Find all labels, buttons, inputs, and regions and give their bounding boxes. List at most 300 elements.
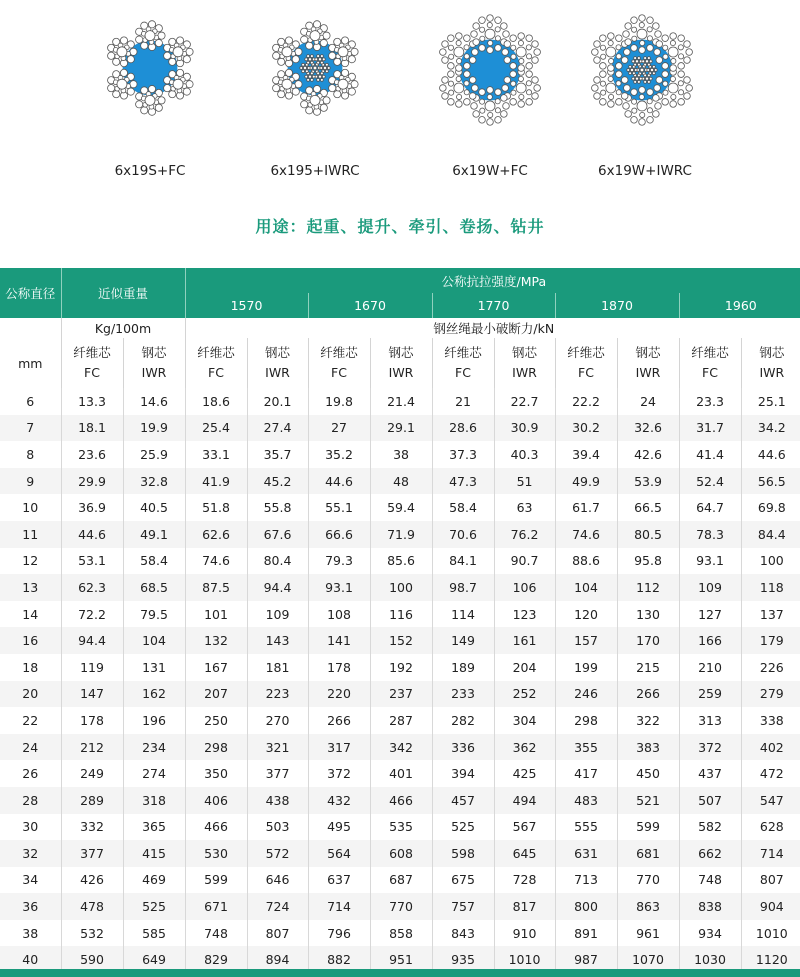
core-iwr-header: [247, 338, 308, 388]
value-cell: 289: [61, 787, 123, 814]
value-cell: 1120: [741, 946, 800, 973]
value-cell: 88.6: [555, 548, 617, 575]
diameter-cell: 10: [0, 494, 61, 521]
value-cell: 67.6: [247, 521, 308, 548]
diameter-cell: 40: [0, 946, 61, 973]
grade-1570: 1570: [185, 293, 308, 318]
rope-section: [0, 0, 800, 268]
diameter-cell: 14: [0, 601, 61, 628]
rope-diagram-6x19w-fc: [428, 8, 552, 132]
value-cell: 637: [308, 867, 370, 894]
value-cell: 80.5: [617, 521, 679, 548]
core-code: FC: [208, 365, 224, 380]
diameter-cell: 30: [0, 814, 61, 841]
value-cell: 120: [555, 601, 617, 628]
value-cell: 687: [370, 867, 432, 894]
value-cell: 166: [679, 627, 741, 654]
value-cell: 170: [617, 627, 679, 654]
grade-1870: 1870: [555, 293, 679, 318]
value-cell: 350: [185, 760, 247, 787]
value-cell: 770: [370, 893, 432, 920]
value-cell: 426: [61, 867, 123, 894]
table-row: [0, 707, 800, 734]
value-cell: 29.1: [370, 415, 432, 442]
value-cell: 84.1: [432, 548, 494, 575]
core-code: FC: [455, 365, 471, 380]
value-cell: 130: [617, 601, 679, 628]
value-cell: 32.8: [123, 468, 185, 495]
value-cell: 608: [370, 840, 432, 867]
core-name: 纤维芯: [320, 345, 358, 360]
value-cell: 478: [61, 893, 123, 920]
core-name: 纤维芯: [691, 345, 729, 360]
value-cell: 377: [61, 840, 123, 867]
value-cell: 362: [494, 734, 555, 761]
value-cell: 590: [61, 946, 123, 973]
core-code: IWR: [141, 365, 167, 380]
value-cell: 904: [741, 893, 800, 920]
value-cell: 237: [370, 681, 432, 708]
value-cell: 34.2: [741, 415, 800, 442]
value-cell: 112: [617, 574, 679, 601]
value-cell: 58.4: [432, 494, 494, 521]
rope-diagram-6x19s-fc: [90, 8, 210, 128]
core-code: FC: [84, 365, 100, 380]
table-row: [0, 441, 800, 468]
value-cell: 372: [679, 734, 741, 761]
value-cell: 25.9: [123, 441, 185, 468]
value-cell: 61.7: [555, 494, 617, 521]
value-cell: 44.6: [61, 521, 123, 548]
core-name: 钢芯: [512, 345, 538, 360]
value-cell: 417: [555, 760, 617, 787]
value-cell: 49.1: [123, 521, 185, 548]
value-cell: 336: [432, 734, 494, 761]
value-cell: 149: [432, 627, 494, 654]
table-row: [0, 840, 800, 867]
value-cell: 394: [432, 760, 494, 787]
value-cell: 179: [741, 627, 800, 654]
value-cell: 770: [617, 867, 679, 894]
value-cell: 94.4: [61, 627, 123, 654]
value-cell: 450: [617, 760, 679, 787]
value-cell: 21: [432, 388, 494, 415]
value-cell: 415: [123, 840, 185, 867]
value-cell: 147: [61, 681, 123, 708]
value-cell: 401: [370, 760, 432, 787]
value-cell: 317: [308, 734, 370, 761]
core-name: 纤维芯: [197, 345, 235, 360]
table-row: [0, 388, 800, 415]
value-cell: 894: [247, 946, 308, 973]
table-row: [0, 893, 800, 920]
value-cell: 935: [432, 946, 494, 973]
value-cell: 70.6: [432, 521, 494, 548]
value-cell: 863: [617, 893, 679, 920]
value-cell: 671: [185, 893, 247, 920]
usage-text: 用途：起重、提升、牵引、卷扬、钻井: [255, 217, 545, 236]
core-name: 钢芯: [635, 345, 661, 360]
table-row: [0, 654, 800, 681]
value-cell: 74.6: [555, 521, 617, 548]
value-cell: 483: [555, 787, 617, 814]
core-iwr-header: [494, 338, 555, 388]
value-cell: 212: [61, 734, 123, 761]
value-cell: 466: [370, 787, 432, 814]
value-cell: 192: [370, 654, 432, 681]
value-cell: 25.4: [185, 415, 247, 442]
value-cell: 51.8: [185, 494, 247, 521]
value-cell: 555: [555, 814, 617, 841]
value-cell: 987: [555, 946, 617, 973]
value-cell: 714: [741, 840, 800, 867]
value-cell: 31.7: [679, 415, 741, 442]
value-cell: 342: [370, 734, 432, 761]
value-cell: 106: [494, 574, 555, 601]
value-cell: 161: [494, 627, 555, 654]
value-cell: 22.2: [555, 388, 617, 415]
value-cell: 757: [432, 893, 494, 920]
core-code: IWR: [265, 365, 290, 380]
value-cell: 55.1: [308, 494, 370, 521]
value-cell: 599: [185, 867, 247, 894]
value-cell: 132: [185, 627, 247, 654]
value-cell: 843: [432, 920, 494, 947]
value-cell: 628: [741, 814, 800, 841]
value-cell: 507: [679, 787, 741, 814]
diameter-cell: 28: [0, 787, 61, 814]
value-cell: 63: [494, 494, 555, 521]
value-cell: 109: [679, 574, 741, 601]
value-cell: 118: [741, 574, 800, 601]
core-fc-header: [555, 338, 617, 388]
value-cell: 157: [555, 627, 617, 654]
value-cell: 585: [123, 920, 185, 947]
value-cell: 108: [308, 601, 370, 628]
value-cell: 22.7: [494, 388, 555, 415]
value-cell: 40.3: [494, 441, 555, 468]
value-cell: 246: [555, 681, 617, 708]
value-cell: 104: [555, 574, 617, 601]
value-cell: 36.9: [61, 494, 123, 521]
table-row: [0, 415, 800, 442]
value-cell: 29.9: [61, 468, 123, 495]
value-cell: 62.6: [185, 521, 247, 548]
value-cell: 80.4: [247, 548, 308, 575]
value-cell: 437: [679, 760, 741, 787]
core-code: IWR: [635, 365, 661, 380]
diameter-cell: 7: [0, 415, 61, 442]
value-cell: 858: [370, 920, 432, 947]
core-fc-header: [432, 338, 494, 388]
value-cell: 796: [308, 920, 370, 947]
value-cell: 259: [679, 681, 741, 708]
table-row: [0, 867, 800, 894]
value-cell: 90.7: [494, 548, 555, 575]
value-cell: 457: [432, 787, 494, 814]
value-cell: 87.5: [185, 574, 247, 601]
value-cell: 1010: [494, 946, 555, 973]
value-cell: 123: [494, 601, 555, 628]
value-cell: 234: [123, 734, 185, 761]
value-cell: 18.1: [61, 415, 123, 442]
unit-mm: mm: [18, 355, 43, 371]
value-cell: 951: [370, 946, 432, 973]
value-cell: 100: [370, 574, 432, 601]
core-name: 纤维芯: [567, 345, 605, 360]
core-iwr-header: [123, 338, 185, 388]
value-cell: 19.9: [123, 415, 185, 442]
header-nominal-diameter: 公称直径: [0, 268, 61, 318]
core-code: FC: [331, 365, 347, 380]
value-cell: 53.1: [61, 548, 123, 575]
table-row: [0, 787, 800, 814]
core-iwr-header: [617, 338, 679, 388]
diameter-cell: 22: [0, 707, 61, 734]
value-cell: 56.5: [741, 468, 800, 495]
value-cell: 961: [617, 920, 679, 947]
core-fc-header: [61, 338, 123, 388]
value-cell: 675: [432, 867, 494, 894]
value-cell: 141: [308, 627, 370, 654]
value-cell: 525: [123, 893, 185, 920]
value-cell: 62.3: [61, 574, 123, 601]
diameter-cell: 32: [0, 840, 61, 867]
value-cell: 829: [185, 946, 247, 973]
value-cell: 432: [308, 787, 370, 814]
header-tensile-strength: 公称抗拉强度/MPa: [185, 268, 800, 293]
value-cell: 800: [555, 893, 617, 920]
value-cell: 882: [308, 946, 370, 973]
value-cell: 35.7: [247, 441, 308, 468]
value-cell: 910: [494, 920, 555, 947]
value-cell: 274: [123, 760, 185, 787]
core-name: 纤维芯: [444, 345, 482, 360]
value-cell: 181: [247, 654, 308, 681]
rope-diagram-6x195-iwrc: [255, 8, 375, 128]
rope-label: 6x19W+FC: [452, 163, 528, 179]
value-cell: 270: [247, 707, 308, 734]
value-cell: 321: [247, 734, 308, 761]
diameter-cell: 26: [0, 760, 61, 787]
value-cell: 252: [494, 681, 555, 708]
value-cell: 49.9: [555, 468, 617, 495]
core-name: 钢芯: [759, 345, 785, 360]
diameter-cell: 38: [0, 920, 61, 947]
value-cell: 101: [185, 601, 247, 628]
value-cell: 68.5: [123, 574, 185, 601]
value-cell: 532: [61, 920, 123, 947]
value-cell: 66.5: [617, 494, 679, 521]
value-cell: 724: [247, 893, 308, 920]
value-cell: 64.7: [679, 494, 741, 521]
table-row: [0, 574, 800, 601]
value-cell: 23.3: [679, 388, 741, 415]
value-cell: 40.5: [123, 494, 185, 521]
core-iwr-header: [741, 338, 800, 388]
value-cell: 199: [555, 654, 617, 681]
value-cell: 233: [432, 681, 494, 708]
header-approx-weight: 近似重量: [61, 268, 185, 318]
value-cell: 287: [370, 707, 432, 734]
value-cell: 18.6: [185, 388, 247, 415]
value-cell: 131: [123, 654, 185, 681]
value-cell: 104: [123, 627, 185, 654]
value-cell: 807: [741, 867, 800, 894]
value-cell: 934: [679, 920, 741, 947]
value-cell: 598: [432, 840, 494, 867]
value-cell: 58.4: [123, 548, 185, 575]
value-cell: 713: [555, 867, 617, 894]
table-row: [0, 468, 800, 495]
value-cell: 100: [741, 548, 800, 575]
value-cell: 189: [432, 654, 494, 681]
table-row: [0, 814, 800, 841]
value-cell: 748: [679, 867, 741, 894]
value-cell: 817: [494, 893, 555, 920]
value-cell: 116: [370, 601, 432, 628]
table-row: [0, 760, 800, 787]
core-name: 钢芯: [265, 345, 291, 360]
value-cell: 599: [617, 814, 679, 841]
value-cell: 714: [308, 893, 370, 920]
value-cell: 41.9: [185, 468, 247, 495]
bottom-bar: [0, 969, 800, 977]
core-fc-header: [308, 338, 370, 388]
value-cell: 21.4: [370, 388, 432, 415]
value-cell: 98.7: [432, 574, 494, 601]
value-cell: 215: [617, 654, 679, 681]
value-cell: 582: [679, 814, 741, 841]
rope-label: 6x195+IWRC: [270, 163, 360, 179]
value-cell: 298: [555, 707, 617, 734]
value-cell: 807: [247, 920, 308, 947]
core-iwr-header: [370, 338, 432, 388]
value-cell: 662: [679, 840, 741, 867]
value-cell: 14.6: [123, 388, 185, 415]
value-cell: 645: [494, 840, 555, 867]
value-cell: 30.2: [555, 415, 617, 442]
value-cell: 55.8: [247, 494, 308, 521]
value-cell: 466: [185, 814, 247, 841]
value-cell: 572: [247, 840, 308, 867]
diameter-cell: 18: [0, 654, 61, 681]
value-cell: 402: [741, 734, 800, 761]
diameter-cell: 11: [0, 521, 61, 548]
value-cell: 372: [308, 760, 370, 787]
breaking-force-label: 钢丝绳最小破断力/kN: [185, 318, 800, 338]
value-cell: 377: [247, 760, 308, 787]
value-cell: 85.6: [370, 548, 432, 575]
value-cell: 365: [123, 814, 185, 841]
value-cell: 494: [494, 787, 555, 814]
value-cell: 838: [679, 893, 741, 920]
value-cell: 282: [432, 707, 494, 734]
diameter-cell: 6: [0, 388, 61, 415]
value-cell: 35.2: [308, 441, 370, 468]
value-cell: 137: [741, 601, 800, 628]
value-cell: 279: [741, 681, 800, 708]
value-cell: 53.9: [617, 468, 679, 495]
value-cell: 728: [494, 867, 555, 894]
value-cell: 24: [617, 388, 679, 415]
value-cell: 38: [370, 441, 432, 468]
value-cell: 44.6: [308, 468, 370, 495]
weight-unit: Kg/100m: [61, 318, 185, 338]
value-cell: 521: [617, 787, 679, 814]
value-cell: 649: [123, 946, 185, 973]
value-cell: 84.4: [741, 521, 800, 548]
diameter-cell: 36: [0, 893, 61, 920]
value-cell: 332: [61, 814, 123, 841]
value-cell: 39.4: [555, 441, 617, 468]
value-cell: 266: [617, 681, 679, 708]
table-row: [0, 627, 800, 654]
table-row: [0, 734, 800, 761]
value-cell: 891: [555, 920, 617, 947]
value-cell: 93.1: [679, 548, 741, 575]
core-name: 钢芯: [141, 345, 167, 360]
table-row: [0, 521, 800, 548]
value-cell: 114: [432, 601, 494, 628]
value-cell: 266: [308, 707, 370, 734]
diameter-cell: 8: [0, 441, 61, 468]
core-name: 纤维芯: [73, 345, 111, 360]
value-cell: 167: [185, 654, 247, 681]
value-cell: 66.6: [308, 521, 370, 548]
value-cell: 425: [494, 760, 555, 787]
value-cell: 42.6: [617, 441, 679, 468]
grade-1770: 1770: [432, 293, 555, 318]
value-cell: 52.4: [679, 468, 741, 495]
core-code: IWR: [388, 365, 414, 380]
diameter-cell: 13: [0, 574, 61, 601]
value-cell: 313: [679, 707, 741, 734]
value-cell: 1030: [679, 946, 741, 973]
value-cell: 47.3: [432, 468, 494, 495]
value-cell: 74.6: [185, 548, 247, 575]
spec-table: [0, 268, 800, 973]
table-row: [0, 494, 800, 521]
grade-1670: 1670: [308, 293, 432, 318]
value-cell: 1010: [741, 920, 800, 947]
value-cell: 23.6: [61, 441, 123, 468]
value-cell: 406: [185, 787, 247, 814]
value-cell: 318: [123, 787, 185, 814]
value-cell: 119: [61, 654, 123, 681]
core-code: FC: [578, 365, 594, 380]
value-cell: 13.3: [61, 388, 123, 415]
diameter-cell: 9: [0, 468, 61, 495]
value-cell: 37.3: [432, 441, 494, 468]
diameter-cell: 16: [0, 627, 61, 654]
value-cell: 109: [247, 601, 308, 628]
value-cell: 71.9: [370, 521, 432, 548]
value-cell: 95.8: [617, 548, 679, 575]
value-cell: 355: [555, 734, 617, 761]
value-cell: 204: [494, 654, 555, 681]
value-cell: 69.8: [741, 494, 800, 521]
rope-label: 6x19S+FC: [114, 163, 186, 179]
value-cell: 298: [185, 734, 247, 761]
table-row: [0, 681, 800, 708]
value-cell: 178: [61, 707, 123, 734]
value-cell: 143: [247, 627, 308, 654]
core-fc-header: [185, 338, 247, 388]
value-cell: 51: [494, 468, 555, 495]
core-code: IWR: [512, 365, 537, 380]
diameter-cell: 12: [0, 548, 61, 575]
